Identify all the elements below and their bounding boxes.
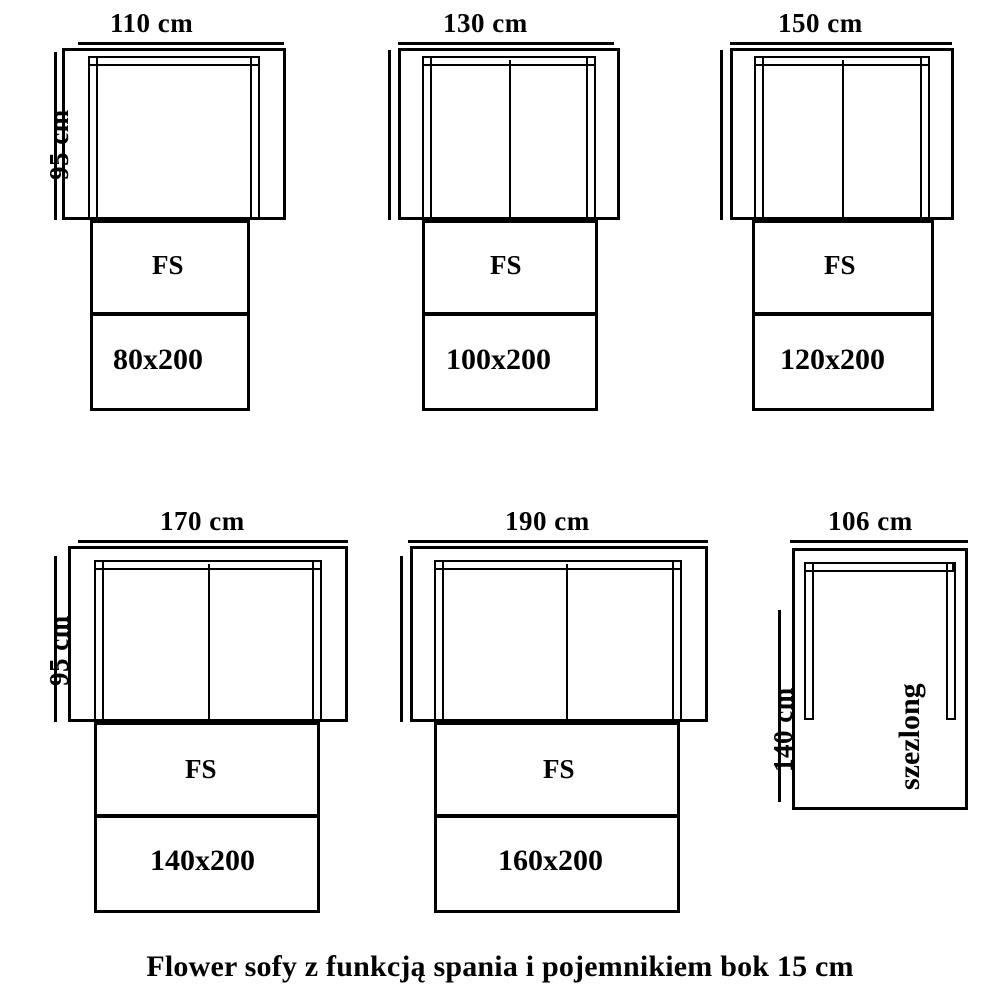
sofa-130-fs-label: FS (490, 250, 522, 280)
sofa-110-backrest (88, 56, 260, 66)
chaise-106-width-rule (790, 540, 968, 543)
sofa-110-fs-label: FS (152, 250, 184, 280)
sofa-150-width-rule (730, 42, 952, 45)
sofa-190-arm-right (672, 560, 682, 722)
sofa-130-arm-left (422, 56, 432, 220)
sofa-150-bed-label: 120x200 (780, 343, 885, 376)
sofa-150-arm-left (754, 56, 764, 220)
chaise-106-name-label: szezlong (893, 683, 926, 790)
sofa-150-seat-divider (842, 60, 844, 220)
sofa-190-depth-rule (400, 556, 403, 722)
sofa-170-fs-label: FS (185, 754, 217, 784)
sofa-130-depth-rule (388, 50, 391, 220)
sofa-110-bed-label: 80x200 (113, 343, 203, 376)
sofa-150-arm-right (920, 56, 930, 220)
sofa-130-arm-right (586, 56, 596, 220)
sofa-190-width-rule (408, 540, 708, 543)
sofa-170-depth-label: 95 cm (44, 615, 74, 686)
sofa-170-arm-left (94, 560, 104, 722)
sofa-190-arm-left (434, 560, 444, 722)
chaise-106-backrest (804, 562, 954, 572)
sofa-110-width-rule (78, 42, 284, 45)
sofa-110-width-label: 110 cm (110, 8, 194, 38)
sofa-110-arm-right (250, 56, 260, 220)
sofa-150-width-label: 150 cm (778, 8, 863, 38)
sofa-150-fs-label: FS (824, 250, 856, 280)
sofa-190-seat-divider (566, 564, 568, 722)
sofa-150-depth-rule (720, 50, 723, 220)
sofa-170-arm-right (312, 560, 322, 722)
sofa-190-fs-label: FS (543, 754, 575, 784)
sofa-170-bed-label: 140x200 (150, 844, 255, 877)
chaise-106-outline (792, 548, 968, 810)
sofa-130-width-rule (398, 42, 614, 45)
sofa-130-seat-divider (509, 60, 511, 220)
sofa-170-width-label: 170 cm (160, 506, 245, 536)
sofa-170-width-rule (78, 540, 348, 543)
sofa-190-outline (410, 546, 708, 722)
diagram-caption: Flower sofy z funkcją spania i pojemnikiem bok 15 cm (146, 950, 854, 983)
sofa-190-bed-label: 160x200 (498, 844, 603, 877)
sofa-110-depth-label: 95 cm (44, 109, 74, 180)
sofa-190-width-label: 190 cm (505, 506, 590, 536)
sofa-130-width-label: 130 cm (443, 8, 528, 38)
sofa-170-seat-divider (208, 564, 210, 722)
chaise-106-width-label: 106 cm (828, 506, 913, 536)
chaise-106-arm-right (946, 562, 956, 720)
sofa-110-arm-left (88, 56, 98, 220)
chaise-106-arm-left (804, 562, 814, 720)
sofa-190-backrest (434, 560, 682, 570)
sofa-130-bed-label: 100x200 (446, 343, 551, 376)
chaise-106-depth-label: 140 cm (768, 687, 798, 772)
